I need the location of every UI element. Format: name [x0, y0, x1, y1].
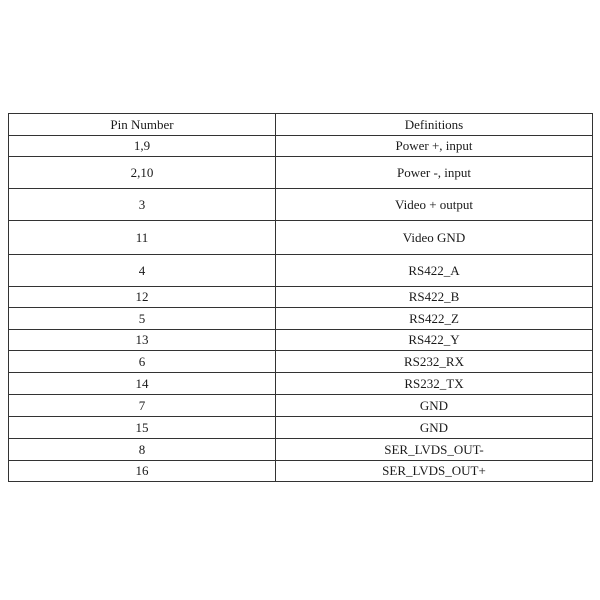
pin-number-cell: 16 — [9, 461, 276, 482]
pin-number-cell: 5 — [9, 308, 276, 330]
pin-number-cell: 14 — [9, 373, 276, 395]
pin-number-cell: 4 — [9, 255, 276, 287]
definition-cell: RS422_Z — [276, 308, 593, 330]
definition-cell: SER_LVDS_OUT- — [276, 439, 593, 461]
pin-number-cell: 1,9 — [9, 136, 276, 157]
pin-number-cell: 6 — [9, 351, 276, 373]
definition-cell: Power +, input — [276, 136, 593, 157]
definition-cell: RS422_A — [276, 255, 593, 287]
definition-cell: RS232_RX — [276, 351, 593, 373]
definition-cell: GND — [276, 395, 593, 417]
table-row — [9, 255, 593, 287]
definition-cell: GND — [276, 417, 593, 439]
table-header-row — [9, 114, 593, 136]
table-row — [9, 417, 593, 439]
definition-cell: RS232_TX — [276, 373, 593, 395]
table-row — [9, 136, 593, 157]
pin-number-cell: 13 — [9, 330, 276, 351]
table-row — [9, 287, 593, 308]
pin-number-cell: 8 — [9, 439, 276, 461]
pin-number-cell: 11 — [9, 221, 276, 255]
definition-cell: RS422_B — [276, 287, 593, 308]
table-row — [9, 351, 593, 373]
table-row — [9, 330, 593, 351]
table-row — [9, 189, 593, 221]
pin-number-cell: 12 — [9, 287, 276, 308]
pin-definition-table — [8, 113, 593, 482]
pin-number-cell: 15 — [9, 417, 276, 439]
pin-number-cell: 3 — [9, 189, 276, 221]
table-row — [9, 221, 593, 255]
definition-cell: Power -, input — [276, 157, 593, 189]
table-row — [9, 461, 593, 482]
table-row — [9, 157, 593, 189]
table-row — [9, 308, 593, 330]
table-row — [9, 373, 593, 395]
table-row — [9, 439, 593, 461]
definition-cell: SER_LVDS_OUT+ — [276, 461, 593, 482]
definition-cell: RS422_Y — [276, 330, 593, 351]
pin-number-cell: 2,10 — [9, 157, 276, 189]
column-header-pin-number: Pin Number — [9, 114, 276, 136]
table-row — [9, 395, 593, 417]
pin-number-cell: 7 — [9, 395, 276, 417]
column-header-definitions: Definitions — [276, 114, 593, 136]
definition-cell: Video GND — [276, 221, 593, 255]
definition-cell: Video + output — [276, 189, 593, 221]
